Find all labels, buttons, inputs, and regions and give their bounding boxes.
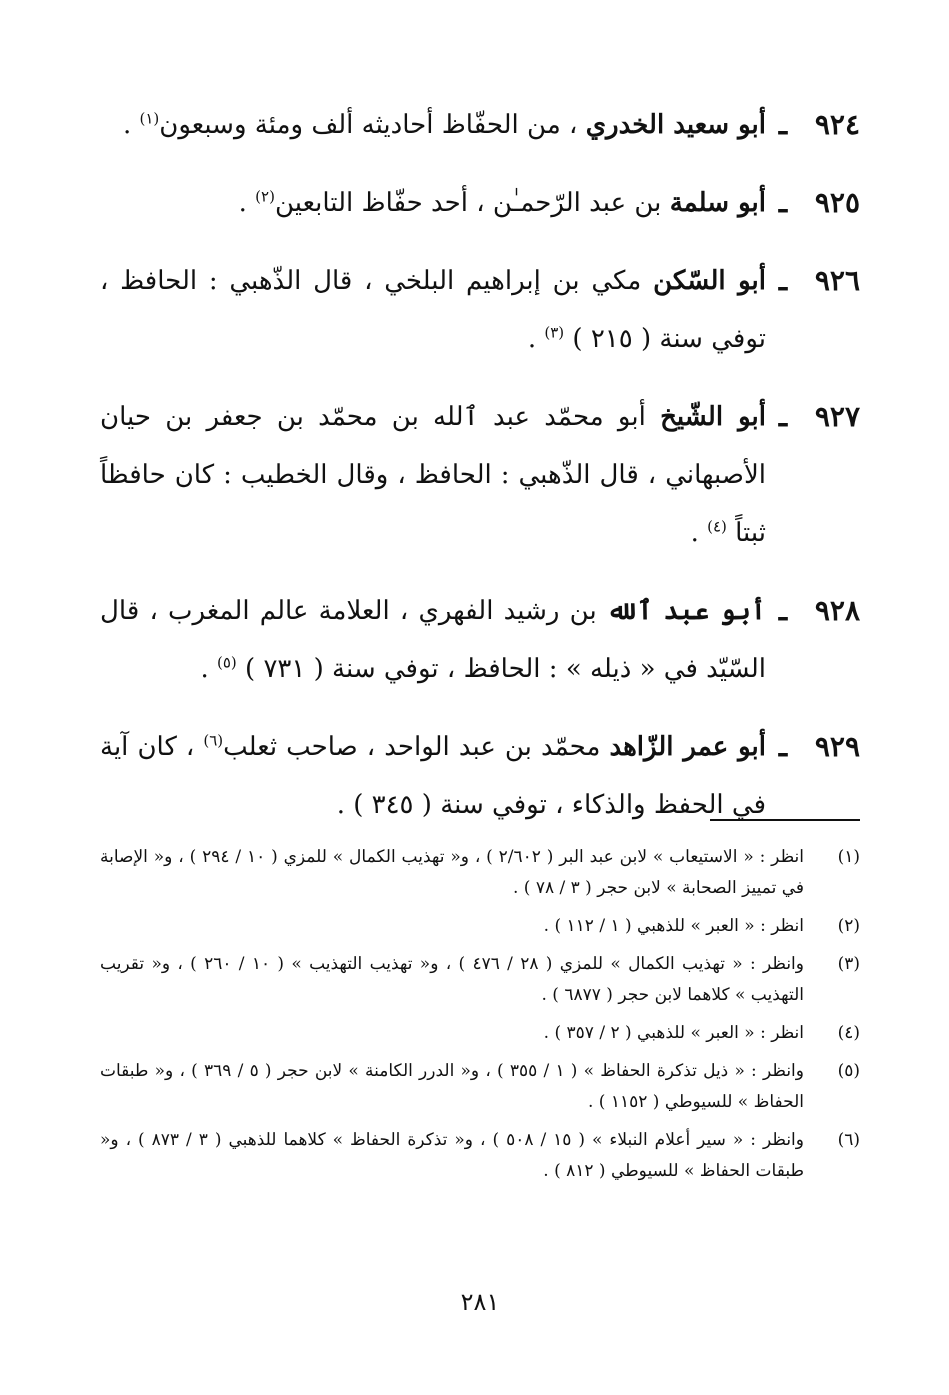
entry-number: ٩٢٥ (814, 186, 860, 219)
entry-text (100, 718, 766, 834)
footnote-text: انظر : « العبر » للذهبي ( ٢ / ٣٥٧ ) . (543, 1023, 804, 1043)
footnote-marker: (٣) (544, 323, 565, 342)
entries-list (100, 96, 860, 834)
entry-tail: . (122, 110, 140, 140)
footnote-text: انظر : « الاستيعاب » لابن عبد البر ( ٢/٦٠٢ ) ، و« تهذيب الكمال » للمزي ( ١٠ / ٢٩٤ ) ، و« الإصابة في تمييز الصحابة » لابن حجر ( ٣ / ٧٨ ) . (100, 847, 804, 898)
footnote-number: (١) (837, 847, 860, 867)
entry-name: أبو سعيد الخدري (585, 110, 766, 140)
footnote-marker: (٤) (707, 517, 727, 536)
entry-926 (100, 252, 860, 368)
footnote-separator (710, 819, 860, 821)
footnote-5 (100, 1056, 860, 1118)
footnote-4 (100, 1018, 860, 1049)
entry-tail: . (238, 188, 256, 218)
footnote-marker: (٦) (203, 731, 224, 750)
entry-description: محمّد بن عبد الواحد ، صاحب ثعلب (223, 732, 610, 762)
footnote-marker: (١) (139, 109, 160, 128)
entry-description: مكي بن إبراهيم البلخي ، قال الذّهبي : الحافظ ، توفي سنة ( ٢١٥ ) (100, 266, 766, 354)
entry-tail: . (200, 654, 217, 684)
entry-929 (100, 718, 860, 834)
entry-928 (100, 582, 860, 698)
entry-name: أبو الشّيخ (660, 402, 766, 432)
entry-dash: ـ (778, 264, 788, 297)
footnote-number: (٣) (837, 954, 860, 974)
entry-tail: ، كان آية في الحفظ والذكاء ، توفي سنة ( ٣٤٥ ) . (100, 732, 766, 820)
entry-name: أبو عبد ٱلله (606, 596, 766, 626)
entry-dash: ـ (778, 730, 788, 763)
footnotes-list (100, 842, 860, 1194)
entry-927 (100, 388, 860, 562)
entry-dash: ـ (778, 108, 788, 141)
entry-text (100, 252, 766, 368)
entry-number: ٩٢٨ (814, 594, 860, 627)
footnote-text: وانظر : « تهذيب الكمال » للمزي ( ٢٨ / ٤٧٦ ) ، و« تهذيب التهذيب » ( ١٠ / ٢٦٠ ) ، و« تقريب التهذيب » كلاهما لابن حجر ( ٦٨٧٧ ) . (100, 954, 804, 1005)
entry-text (100, 388, 766, 562)
entry-text (100, 582, 766, 698)
footnote-number: (٤) (837, 1023, 860, 1043)
footnote-1 (100, 842, 860, 904)
footnote-text: وانظر : « ذيل تذكرة الحفاظ » ( ١ / ٣٥٥ ) ، و« الدرر الكامنة » لابن حجر ( ٥ / ٣٦٩ ) ، و« طبقات الحفاظ » للسيوطي ( ١١٥٢ ) . (100, 1061, 804, 1112)
entry-text (100, 174, 766, 232)
entry-number: ٩٢٦ (814, 264, 860, 297)
book-page (100, 96, 860, 1336)
footnote-marker: (٥) (217, 653, 237, 672)
footnote-6 (100, 1125, 860, 1187)
footnote-marker: (٢) (255, 187, 275, 206)
entry-name: أبو عمر الزّاهد (609, 732, 766, 762)
footnote-number: (٢) (837, 916, 860, 936)
footnote-2 (100, 911, 860, 942)
footnote-text: وانظر : « سير أعلام النبلاء » ( ١٥ / ٥٠٨ ) ، و« تذكرة الحفاظ » كلاهما للذهبي ( ٣ / ٨٧٣ ) ، و« طبقات الحفاظ » للسيوطي ( ٨١٢ ) . (100, 1130, 804, 1181)
entry-924 (100, 96, 860, 154)
entry-number: ٩٢٧ (814, 400, 860, 433)
entry-tail: . (690, 518, 708, 548)
entry-name: أبو السّكن (653, 266, 767, 296)
footnote-text: انظر : « العبر » للذهبي ( ١ / ١١٢ ) . (543, 916, 804, 936)
entry-number: ٩٢٤ (814, 108, 860, 141)
entry-description: بن رشيد الفهري ، العلامة عالم المغرب ، قال السّيّد في « ذيله » : الحافظ ، توفي سنة ( ٧٣١ ) (100, 596, 766, 684)
footnote-3 (100, 949, 860, 1011)
entry-description: بن عبد الرّحمـٰن ، أحد حفّاظ التابعين (274, 188, 670, 218)
entry-dash: ـ (778, 400, 788, 433)
footnote-number: (٥) (837, 1061, 860, 1081)
entry-text (100, 96, 766, 154)
page-number: ٢٨١ (460, 1288, 500, 1316)
entry-925 (100, 174, 860, 232)
entry-description: أبو محمّد عبد ٱلله بن محمّد بن جعفر بن حيان الأصبهاني ، قال الذّهبي : الحافظ ، وقال الخطيب : كان حافظاً ثبتاً (100, 402, 766, 548)
entry-name: أبو سلمة (669, 188, 766, 218)
entry-tail: . (527, 324, 545, 354)
entry-dash: ـ (778, 594, 788, 627)
footnote-number: (٦) (837, 1130, 860, 1150)
entry-description: ، من الحفّاظ أحاديثه ألف ومئة وسبعون (159, 110, 586, 140)
entry-number: ٩٢٩ (814, 730, 860, 763)
entry-dash: ـ (778, 186, 788, 219)
